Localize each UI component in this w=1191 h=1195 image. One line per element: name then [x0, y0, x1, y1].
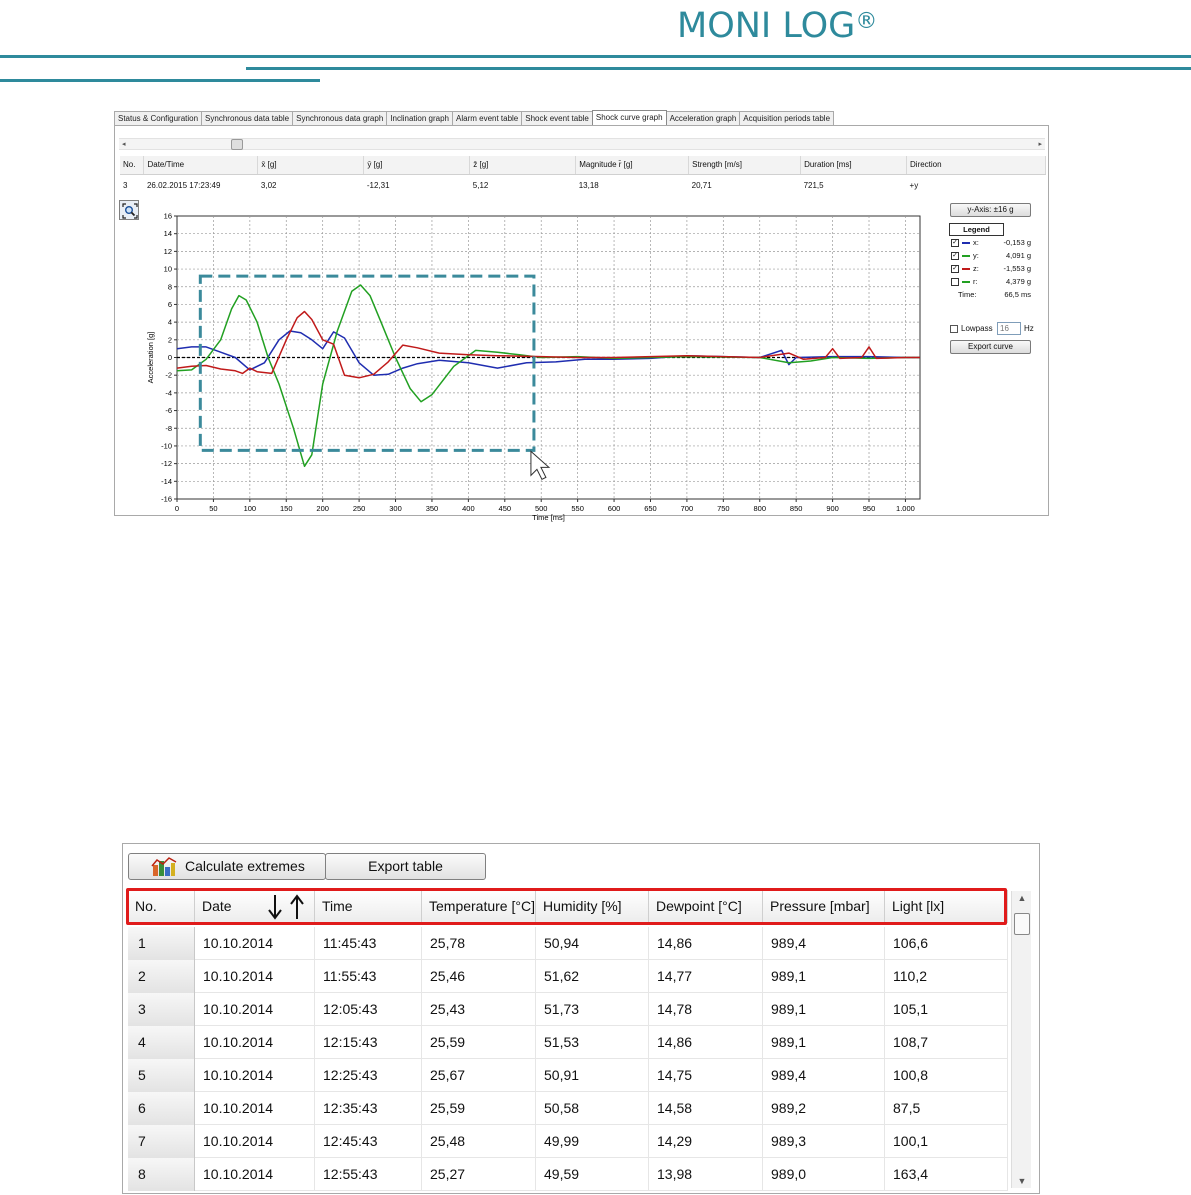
- table-row[interactable]: [128, 927, 1008, 960]
- legend: [947, 223, 1035, 301]
- column-header[interactable]: Strength [m/s]: [689, 156, 801, 174]
- table-cell: 25,27: [422, 1158, 536, 1191]
- table-cell: 14,58: [649, 1092, 763, 1125]
- scroll-thumb[interactable]: [1014, 913, 1030, 935]
- x-tick-label: 950: [862, 504, 876, 513]
- x-tick-label: 300: [389, 504, 402, 513]
- x-tick-label: 500: [534, 504, 548, 513]
- column-header[interactable]: Date/Time: [144, 156, 258, 174]
- table-cell: 49,59: [536, 1158, 649, 1191]
- table-cell: 105,1: [885, 993, 1008, 1026]
- table-cell: 11:45:43: [315, 927, 422, 960]
- table-cell: 989,1: [763, 993, 885, 1026]
- column-header[interactable]: Direction: [907, 156, 1046, 174]
- table-cell: 51,53: [536, 1026, 649, 1059]
- y-tick-label: -6: [165, 406, 172, 416]
- table-cell: 989,2: [763, 1092, 885, 1125]
- y-tick-label: 16: [163, 211, 172, 221]
- table-cell: 10.10.2014: [195, 993, 315, 1026]
- legend-checkbox[interactable]: ✓: [952, 239, 958, 246]
- y-tick-label: 0: [167, 353, 172, 362]
- x-tick-label: 0: [174, 504, 180, 513]
- table-row[interactable]: [128, 993, 1008, 1026]
- table-cell: 10.10.2014: [195, 1026, 315, 1059]
- y-tick-label: 10: [163, 264, 172, 274]
- table-cell: 14,86: [649, 927, 763, 960]
- table-cell: 50,58: [536, 1092, 649, 1125]
- y-tick-label: -14: [161, 476, 172, 486]
- table-cell: 14,75: [649, 1059, 763, 1092]
- brand-logo: [677, 4, 877, 48]
- legend-swatch: [962, 255, 970, 257]
- y-axis-range-button[interactable]: y-Axis: ±16 g: [950, 203, 1031, 217]
- table-row[interactable]: [120, 174, 1046, 196]
- table-cell: -12,31: [366, 180, 390, 190]
- table-cell: 25,59: [422, 1092, 536, 1125]
- table-cell: 25,46: [422, 960, 536, 993]
- x-tick-label: 650: [644, 504, 657, 513]
- column-header-pressure[interactable]: Pressure [mbar]: [763, 890, 885, 923]
- column-header-time[interactable]: Time: [315, 890, 422, 923]
- header-highlight-frame: [126, 888, 1007, 925]
- table-cell: 50,94: [536, 927, 649, 960]
- y-tick-label: -16: [161, 494, 172, 504]
- table-cell: 14,86: [649, 1026, 763, 1059]
- legend-value: -1,553 g: [1003, 264, 1031, 273]
- column-header-humidity[interactable]: Humidity [%]: [536, 890, 649, 923]
- table-cell: 87,5: [885, 1092, 1008, 1125]
- column-header[interactable]: ȳ [g]: [364, 156, 470, 174]
- table-cell: 10.10.2014: [195, 1158, 315, 1191]
- export-table-button[interactable]: Export table: [325, 853, 486, 880]
- table-cell: 14,29: [649, 1125, 763, 1158]
- table-cell: 49,99: [536, 1125, 649, 1158]
- table-cell: 26.02.2015 17:23:49: [146, 180, 221, 190]
- column-header-date[interactable]: Date: [195, 890, 315, 923]
- x-tick-label: 200: [316, 504, 329, 513]
- table-body: [128, 927, 1008, 1191]
- table-cell: 25,67: [422, 1059, 536, 1092]
- column-header[interactable]: x̄ [g]: [258, 156, 364, 174]
- legend-axis-label: r:: [973, 277, 978, 286]
- table-cell: 3: [123, 180, 128, 190]
- table-cell: 989,4: [763, 927, 885, 960]
- legend-swatch: [962, 268, 970, 270]
- legend-time-row: [947, 288, 1035, 301]
- table-row[interactable]: [128, 1158, 1008, 1191]
- lowpass-unit: Hz: [1024, 324, 1034, 333]
- column-header[interactable]: z̄ [g]: [470, 156, 576, 174]
- row-number[interactable]: 5: [128, 1059, 195, 1092]
- shock-curve-chart[interactable]: [115, 196, 935, 522]
- tab-acceleration-graph[interactable]: Acceleration graph: [666, 111, 741, 126]
- tab-alarm-event-table[interactable]: Alarm event table: [452, 111, 522, 126]
- horizontal-scrollbar[interactable]: [119, 138, 1045, 150]
- table-cell: 10.10.2014: [195, 927, 315, 960]
- table-cell: 12:35:43: [315, 1092, 422, 1125]
- x-tick-label: 100: [243, 504, 257, 513]
- table-cell: 13,18: [578, 180, 599, 190]
- lowpass-label: Lowpass: [961, 324, 993, 333]
- table-cell: 163,4: [885, 1158, 1008, 1191]
- table-cell: 12:25:43: [315, 1059, 422, 1092]
- table-cell: 51,73: [536, 993, 649, 1026]
- y-tick-label: 12: [163, 246, 172, 256]
- scroll-thumb[interactable]: [231, 139, 243, 150]
- table-cell: 10.10.2014: [195, 1125, 315, 1158]
- legend-axis-label: y:: [973, 251, 979, 260]
- row-number[interactable]: 8: [128, 1158, 195, 1191]
- header-rule: [0, 79, 320, 82]
- table-cell: 3,02: [260, 180, 277, 190]
- legend-axis-label: z:: [973, 264, 979, 273]
- x-tick-label: 250: [352, 504, 366, 513]
- row-number[interactable]: 4: [128, 1026, 195, 1059]
- lowpass-checkbox[interactable]: [950, 325, 958, 333]
- x-tick-label: 750: [717, 504, 730, 513]
- table-cell: 100,1: [885, 1125, 1008, 1158]
- y-tick-label: 14: [163, 229, 172, 239]
- legend-checkbox[interactable]: ✓: [952, 252, 958, 259]
- header-rule: [246, 67, 1191, 70]
- table-cell: 11:55:43: [315, 960, 422, 993]
- legend-value: 4,379 g: [1005, 277, 1031, 286]
- tab-inclination-graph[interactable]: Inclination graph: [386, 111, 453, 126]
- legend-value: 4,091 g: [1005, 251, 1031, 260]
- y-tick-label: -8: [165, 423, 172, 433]
- x-tick-label: 50: [209, 504, 218, 513]
- vertical-scrollbar[interactable]: [1011, 891, 1031, 1188]
- table-cell: 989,3: [763, 1125, 885, 1158]
- brand-name: MONI LOG: [677, 6, 856, 46]
- y-tick-label: -12: [161, 459, 172, 469]
- table-cell: 10.10.2014: [195, 960, 315, 993]
- scroll-right-icon[interactable]: ▸: [1038, 141, 1042, 148]
- y-tick-label: 8: [167, 282, 172, 292]
- column-header-temperature[interactable]: Temperature [°C]: [422, 890, 536, 923]
- export-curve-button[interactable]: Export curve: [950, 340, 1031, 354]
- legend-time-label: Time:: [958, 290, 977, 299]
- legend-checkbox[interactable]: [951, 278, 959, 286]
- table-cell: 25,43: [422, 993, 536, 1026]
- table-cell: 14,78: [649, 993, 763, 1026]
- table-cell: +y: [909, 180, 919, 190]
- scroll-left-icon[interactable]: ◂: [122, 141, 126, 148]
- lowpass-frequency-input[interactable]: 16: [997, 322, 1021, 335]
- legend-item-z: [947, 262, 1035, 275]
- column-header-light[interactable]: Light [lx]: [885, 890, 1008, 923]
- table-cell: 989,1: [763, 960, 885, 993]
- y-tick-label: 2: [167, 335, 172, 345]
- table-cell: 989,4: [763, 1059, 885, 1092]
- table-cell: 108,7: [885, 1026, 1008, 1059]
- x-tick-label: 900: [826, 504, 839, 513]
- x-tick-label: 1.000: [896, 504, 915, 513]
- table-cell: 14,77: [649, 960, 763, 993]
- legend-axis-label: x:: [973, 238, 979, 247]
- x-tick-label: 600: [607, 504, 621, 513]
- legend-checkbox[interactable]: ✓: [952, 265, 958, 272]
- table-row[interactable]: [128, 1092, 1008, 1125]
- table-cell: 10.10.2014: [195, 1059, 315, 1092]
- tab-bar: [114, 111, 833, 126]
- table-cell: 50,91: [536, 1059, 649, 1092]
- column-header[interactable]: No.: [120, 156, 144, 174]
- header-rule: [0, 55, 1191, 58]
- legend-item-y: [947, 249, 1035, 262]
- table-row[interactable]: [128, 1125, 1008, 1158]
- y-tick-label: -10: [161, 441, 172, 451]
- shock-event-summary-table: [120, 156, 1046, 196]
- table-cell: 989,0: [763, 1158, 885, 1191]
- tab-synchronous-data-table[interactable]: Synchronous data table: [201, 111, 293, 126]
- legend-swatch: [962, 242, 970, 244]
- tab-acquisition-periods-table[interactable]: Acquisition periods table: [739, 111, 834, 126]
- y-tick-label: -4: [165, 388, 172, 398]
- chart-extremes-icon: [151, 857, 177, 877]
- table-cell: 25,48: [422, 1125, 536, 1158]
- table-cell: 12:05:43: [315, 993, 422, 1026]
- legend-item-x: [947, 236, 1035, 249]
- calculate-extremes-button[interactable]: [128, 853, 326, 880]
- table-cell: 989,1: [763, 1026, 885, 1059]
- x-tick-label: 550: [571, 504, 584, 513]
- table-cell: 12:15:43: [315, 1026, 422, 1059]
- registered-mark: ®: [855, 9, 878, 34]
- y-tick-label: 6: [167, 299, 172, 309]
- table-cell: 106,6: [885, 927, 1008, 960]
- tab-status-configuration[interactable]: Status & Configuration: [114, 111, 202, 126]
- x-tick-label: 850: [789, 504, 803, 513]
- x-tick-label: 400: [462, 504, 475, 513]
- row-number[interactable]: 7: [128, 1125, 195, 1158]
- x-tick-label: 800: [753, 504, 767, 513]
- table-cell: 10.10.2014: [195, 1092, 315, 1125]
- x-axis-label: Time [ms]: [532, 513, 565, 522]
- legend-swatch: [962, 281, 970, 283]
- data-table-window: [122, 843, 1040, 1194]
- x-tick-label: 150: [280, 504, 293, 513]
- table-cell: 100,8: [885, 1059, 1008, 1092]
- column-header[interactable]: Magnitude r̄ [g]: [576, 156, 689, 174]
- table-row[interactable]: [128, 1026, 1008, 1059]
- column-header[interactable]: Duration [ms]: [801, 156, 907, 174]
- table-cell: 5,12: [472, 180, 489, 190]
- calculate-extremes-label: Calculate extremes: [185, 858, 305, 874]
- column-header-no[interactable]: No.: [128, 890, 195, 923]
- row-number[interactable]: 6: [128, 1092, 195, 1125]
- x-tick-label: 700: [680, 504, 694, 513]
- scroll-down-icon[interactable]: ▼: [1017, 1176, 1027, 1186]
- row-number[interactable]: 3: [128, 993, 195, 1026]
- y-tick-label: 4: [167, 317, 172, 327]
- table-cell: 12:55:43: [315, 1158, 422, 1191]
- legend-value: -0,153 g: [1003, 238, 1031, 247]
- tab-panel: [114, 125, 1049, 522]
- y-axis-label: Acceleration [g]: [146, 331, 155, 384]
- column-header-dewpoint[interactable]: Dewpoint [°C]: [649, 890, 763, 923]
- tab-shock-curve-graph[interactable]: Shock curve graph: [592, 110, 667, 126]
- table-cell: 25,78: [422, 927, 536, 960]
- legend-item-r: [947, 275, 1035, 288]
- row-number[interactable]: 2: [128, 960, 195, 993]
- table-cell: 721,5: [803, 180, 824, 190]
- table-row[interactable]: [128, 960, 1008, 993]
- scroll-up-icon[interactable]: ▲: [1017, 893, 1027, 903]
- y-tick-label: -2: [165, 370, 172, 380]
- table-cell: 20,71: [691, 180, 712, 190]
- row-number[interactable]: 1: [128, 927, 195, 960]
- table-cell: 25,59: [422, 1026, 536, 1059]
- shock-curve-window: [114, 110, 1049, 522]
- tab-shock-event-table[interactable]: Shock event table: [521, 111, 593, 126]
- legend-title: Legend: [949, 223, 1004, 236]
- table-cell: 12:45:43: [315, 1125, 422, 1158]
- table-row[interactable]: [128, 1059, 1008, 1092]
- table-cell: 51,62: [536, 960, 649, 993]
- table-cell: 110,2: [885, 960, 1008, 993]
- table-cell: 13,98: [649, 1158, 763, 1191]
- tab-synchronous-data-graph[interactable]: Synchronous data graph: [292, 111, 387, 126]
- legend-time-value: 66,5 ms: [1004, 290, 1031, 299]
- x-tick-label: 350: [425, 504, 439, 513]
- x-tick-label: 450: [498, 504, 512, 513]
